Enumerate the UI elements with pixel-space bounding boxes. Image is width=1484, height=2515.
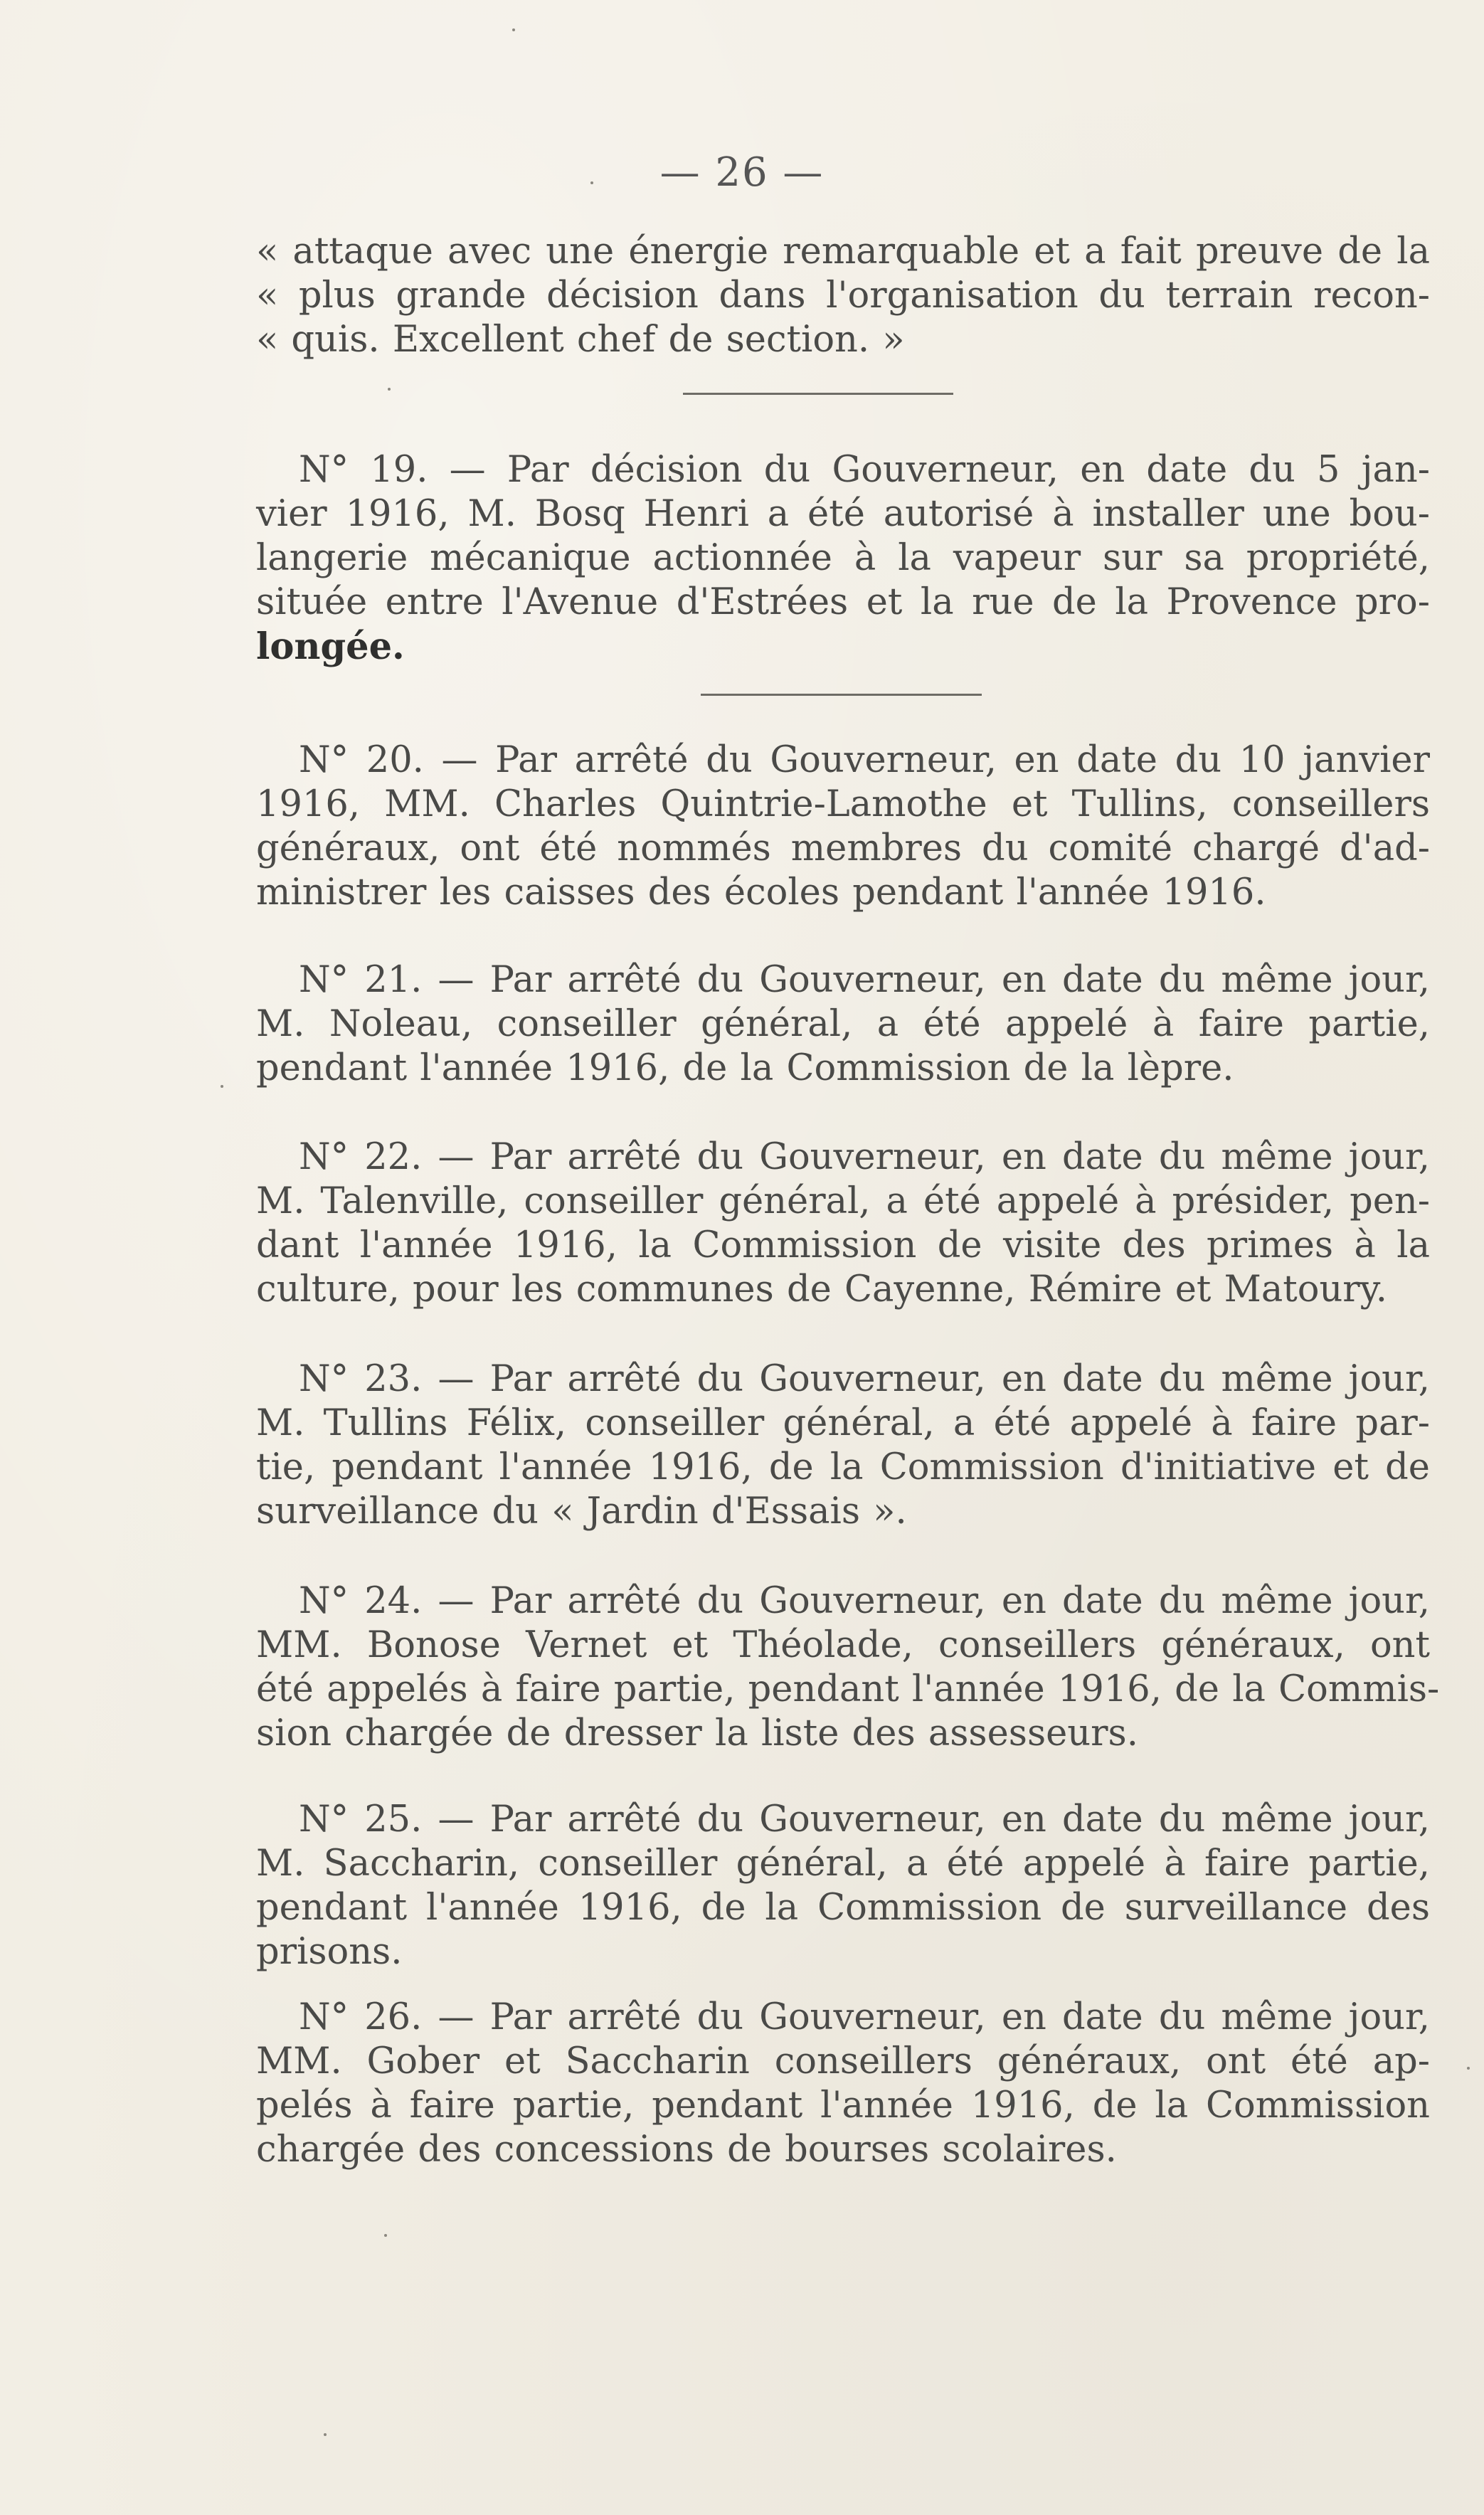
text-line: N° 20. — Par arrêté du Gouverneur, en date du 10 janvier <box>299 739 1430 781</box>
text-line: longée. <box>256 625 405 668</box>
text-line: située entre l'Avenue d'Estrées et la rue de la Provence pro- <box>256 581 1430 623</box>
text-line: prisons. <box>256 1931 403 1973</box>
text-line: pelés à faire partie, pendant l'année 1916, de la Commission <box>256 2085 1430 2127</box>
text-line: dant l'année 1916, la Commission de visite des primes à la <box>256 1224 1430 1266</box>
text-line: généraux, ont été nommés membres du comité chargé d'ad- <box>256 827 1430 869</box>
text-line: été appelés à faire partie, pendant l'année 1916, de la Commis- <box>256 1668 1440 1710</box>
text-line: MM. Bonose Vernet et Théolade, conseillers généraux, ont <box>256 1624 1430 1666</box>
scan-speck <box>221 1085 223 1088</box>
scan-speck <box>590 181 593 184</box>
entry-26 <box>256 1996 1430 2172</box>
page-number: — 26 — <box>659 149 825 196</box>
text-line: N° 22. — Par arrêté du Gouverneur, en date du même jour, <box>299 1136 1430 1178</box>
scan-speck <box>512 28 515 31</box>
quote-block <box>256 230 1430 362</box>
text-line: sion chargée de dresser la liste des assesseurs. <box>256 1712 1138 1754</box>
text-line: pendant l'année 1916, de la Commission de la lèpre. <box>256 1047 1234 1089</box>
section-divider <box>701 694 982 696</box>
text-line: M. Saccharin, conseiller général, a été appelé à faire partie, <box>256 1843 1430 1885</box>
text-line: N° 25. — Par arrêté du Gouverneur, en date du même jour, <box>299 1799 1430 1841</box>
text-line: ministrer les caisses des écoles pendant l'année 1916. <box>256 872 1266 914</box>
text-line: « plus grande décision dans l'organisation du terrain recon- <box>256 275 1430 317</box>
section-divider <box>683 393 953 395</box>
text-line: N° 21. — Par arrêté du Gouverneur, en date du même jour, <box>299 959 1430 1001</box>
text-line: N° 24. — Par arrêté du Gouverneur, en date du même jour, <box>299 1580 1430 1622</box>
text-line: surveillance du « Jardin d'Essais ». <box>256 1491 907 1532</box>
text-line: 1916, MM. Charles Quintrie-Lamothe et Tullins, conseillers <box>256 783 1430 825</box>
text-line: M. Talenville, conseiller général, a été appelé à présider, pen- <box>256 1180 1430 1222</box>
text-line: « attaque avec une énergie remarquable et a fait preuve de la <box>256 231 1430 272</box>
text-line: langerie mécanique actionnée à la vapeur sur sa propriété, <box>256 537 1430 579</box>
scan-speck <box>384 2234 387 2237</box>
scan-speck <box>388 388 391 391</box>
text-line: M. Tullins Félix, conseiller général, a été appelé à faire par- <box>256 1402 1430 1444</box>
text-line: tie, pendant l'année 1916, de la Commission d'initiative et de <box>256 1446 1430 1488</box>
entry-24 <box>256 1579 1440 1756</box>
text-line: N° 19. — Par décision du Gouverneur, en date du 5 jan- <box>299 449 1430 491</box>
text-line: N° 23. — Par arrêté du Gouverneur, en date du même jour, <box>299 1358 1430 1400</box>
text-line: culture, pour les communes de Cayenne, Rémire et Matoury. <box>256 1269 1387 1311</box>
text-line: chargée des concessions de bourses scolaires. <box>256 2129 1117 2171</box>
entry-25 <box>256 1798 1430 1974</box>
entry-22 <box>256 1135 1430 1312</box>
entry-23 <box>256 1357 1430 1534</box>
scan-speck <box>324 2433 327 2436</box>
entry-20 <box>256 738 1430 915</box>
text-line: N° 26. — Par arrêté du Gouverneur, en date du même jour, <box>299 1996 1430 2038</box>
text-line: M. Noleau, conseiller général, a été appelé à faire partie, <box>256 1003 1430 1045</box>
scan-speck <box>1467 2067 1470 2070</box>
entry-21 <box>256 958 1430 1091</box>
text-line: « quis. Excellent chef de section. » <box>256 319 905 361</box>
text-line: vier 1916, M. Bosq Henri a été autorisé à installer une bou- <box>256 493 1430 535</box>
text-line: MM. Gober et Saccharin conseillers généraux, ont été ap- <box>256 2040 1430 2082</box>
entry-19 <box>256 448 1430 669</box>
text-line: pendant l'année 1916, de la Commission de surveillance des <box>256 1887 1430 1929</box>
